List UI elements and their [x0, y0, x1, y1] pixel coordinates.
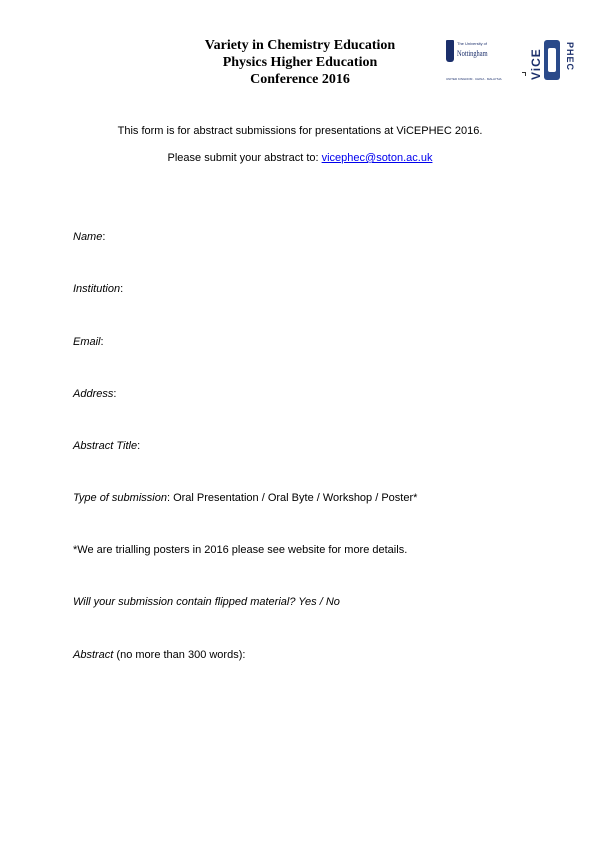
vicephec-logo-phec-text: PHEC	[565, 42, 575, 72]
email-colon: :	[100, 336, 104, 348]
vicephec-logo	[522, 40, 575, 84]
corner-mark-icon	[522, 72, 526, 76]
submission-email-link[interactable]: vicephec@soton.ac.uk	[321, 152, 433, 164]
abstract-title-label: Abstract Title	[73, 440, 138, 452]
email-field	[73, 336, 104, 349]
name-field	[73, 231, 105, 244]
conference-title-line-1: Variety in Chemistry Education	[204, 38, 396, 53]
university-of-nottingham-logo	[446, 40, 502, 84]
submission-instructions-prefix: Please submit your abstract to:	[167, 152, 322, 164]
abstract-title-field	[73, 440, 140, 453]
vicephec-logo-g-icon	[544, 40, 560, 80]
name-label: Name	[73, 231, 103, 243]
email-label: Email	[73, 336, 101, 348]
university-crest-icon	[446, 40, 454, 62]
conference-title-line-2: Physics Higher Education	[222, 55, 378, 70]
flipped-material-text: Will your submission contain flipped material? Yes / No	[73, 596, 340, 608]
name-colon: :	[102, 231, 106, 243]
university-logo-line-2: Nottingham	[457, 49, 488, 58]
institution-label: Institution	[73, 283, 121, 295]
submission-type-field	[73, 492, 417, 505]
submission-type-options: : Oral Presentation / Oral Byte / Workshop / Poster*	[166, 492, 418, 504]
address-field	[73, 388, 116, 401]
abstract-field	[73, 649, 245, 662]
flipped-material-question	[73, 596, 340, 609]
abstract-hint: (no more than 300 words):	[113, 649, 246, 661]
intro-text: This form is for abstract submissions for presentations at ViCEPHEC 2016.	[117, 125, 483, 137]
conference-title-line-3: Conference 2016	[250, 72, 350, 87]
institution-field	[73, 283, 123, 296]
abstract-label: Abstract	[73, 649, 114, 661]
university-logo-line-1: The University of	[457, 41, 488, 46]
university-logo-line-3: UNITED KINGDOM · CHINA · MALAYSIA	[446, 77, 502, 81]
vicephec-logo-vice-text: ViCE	[529, 48, 543, 80]
submission-type-label: Type of submission	[73, 492, 167, 504]
address-colon: :	[113, 388, 117, 400]
institution-colon: :	[120, 283, 124, 295]
submission-instructions	[0, 152, 600, 165]
address-label: Address	[73, 388, 114, 400]
conference-title	[180, 37, 420, 88]
abstract-title-colon: :	[137, 440, 141, 452]
poster-trial-note: *We are trialling posters in 2016 please see website for more details.	[73, 544, 408, 556]
